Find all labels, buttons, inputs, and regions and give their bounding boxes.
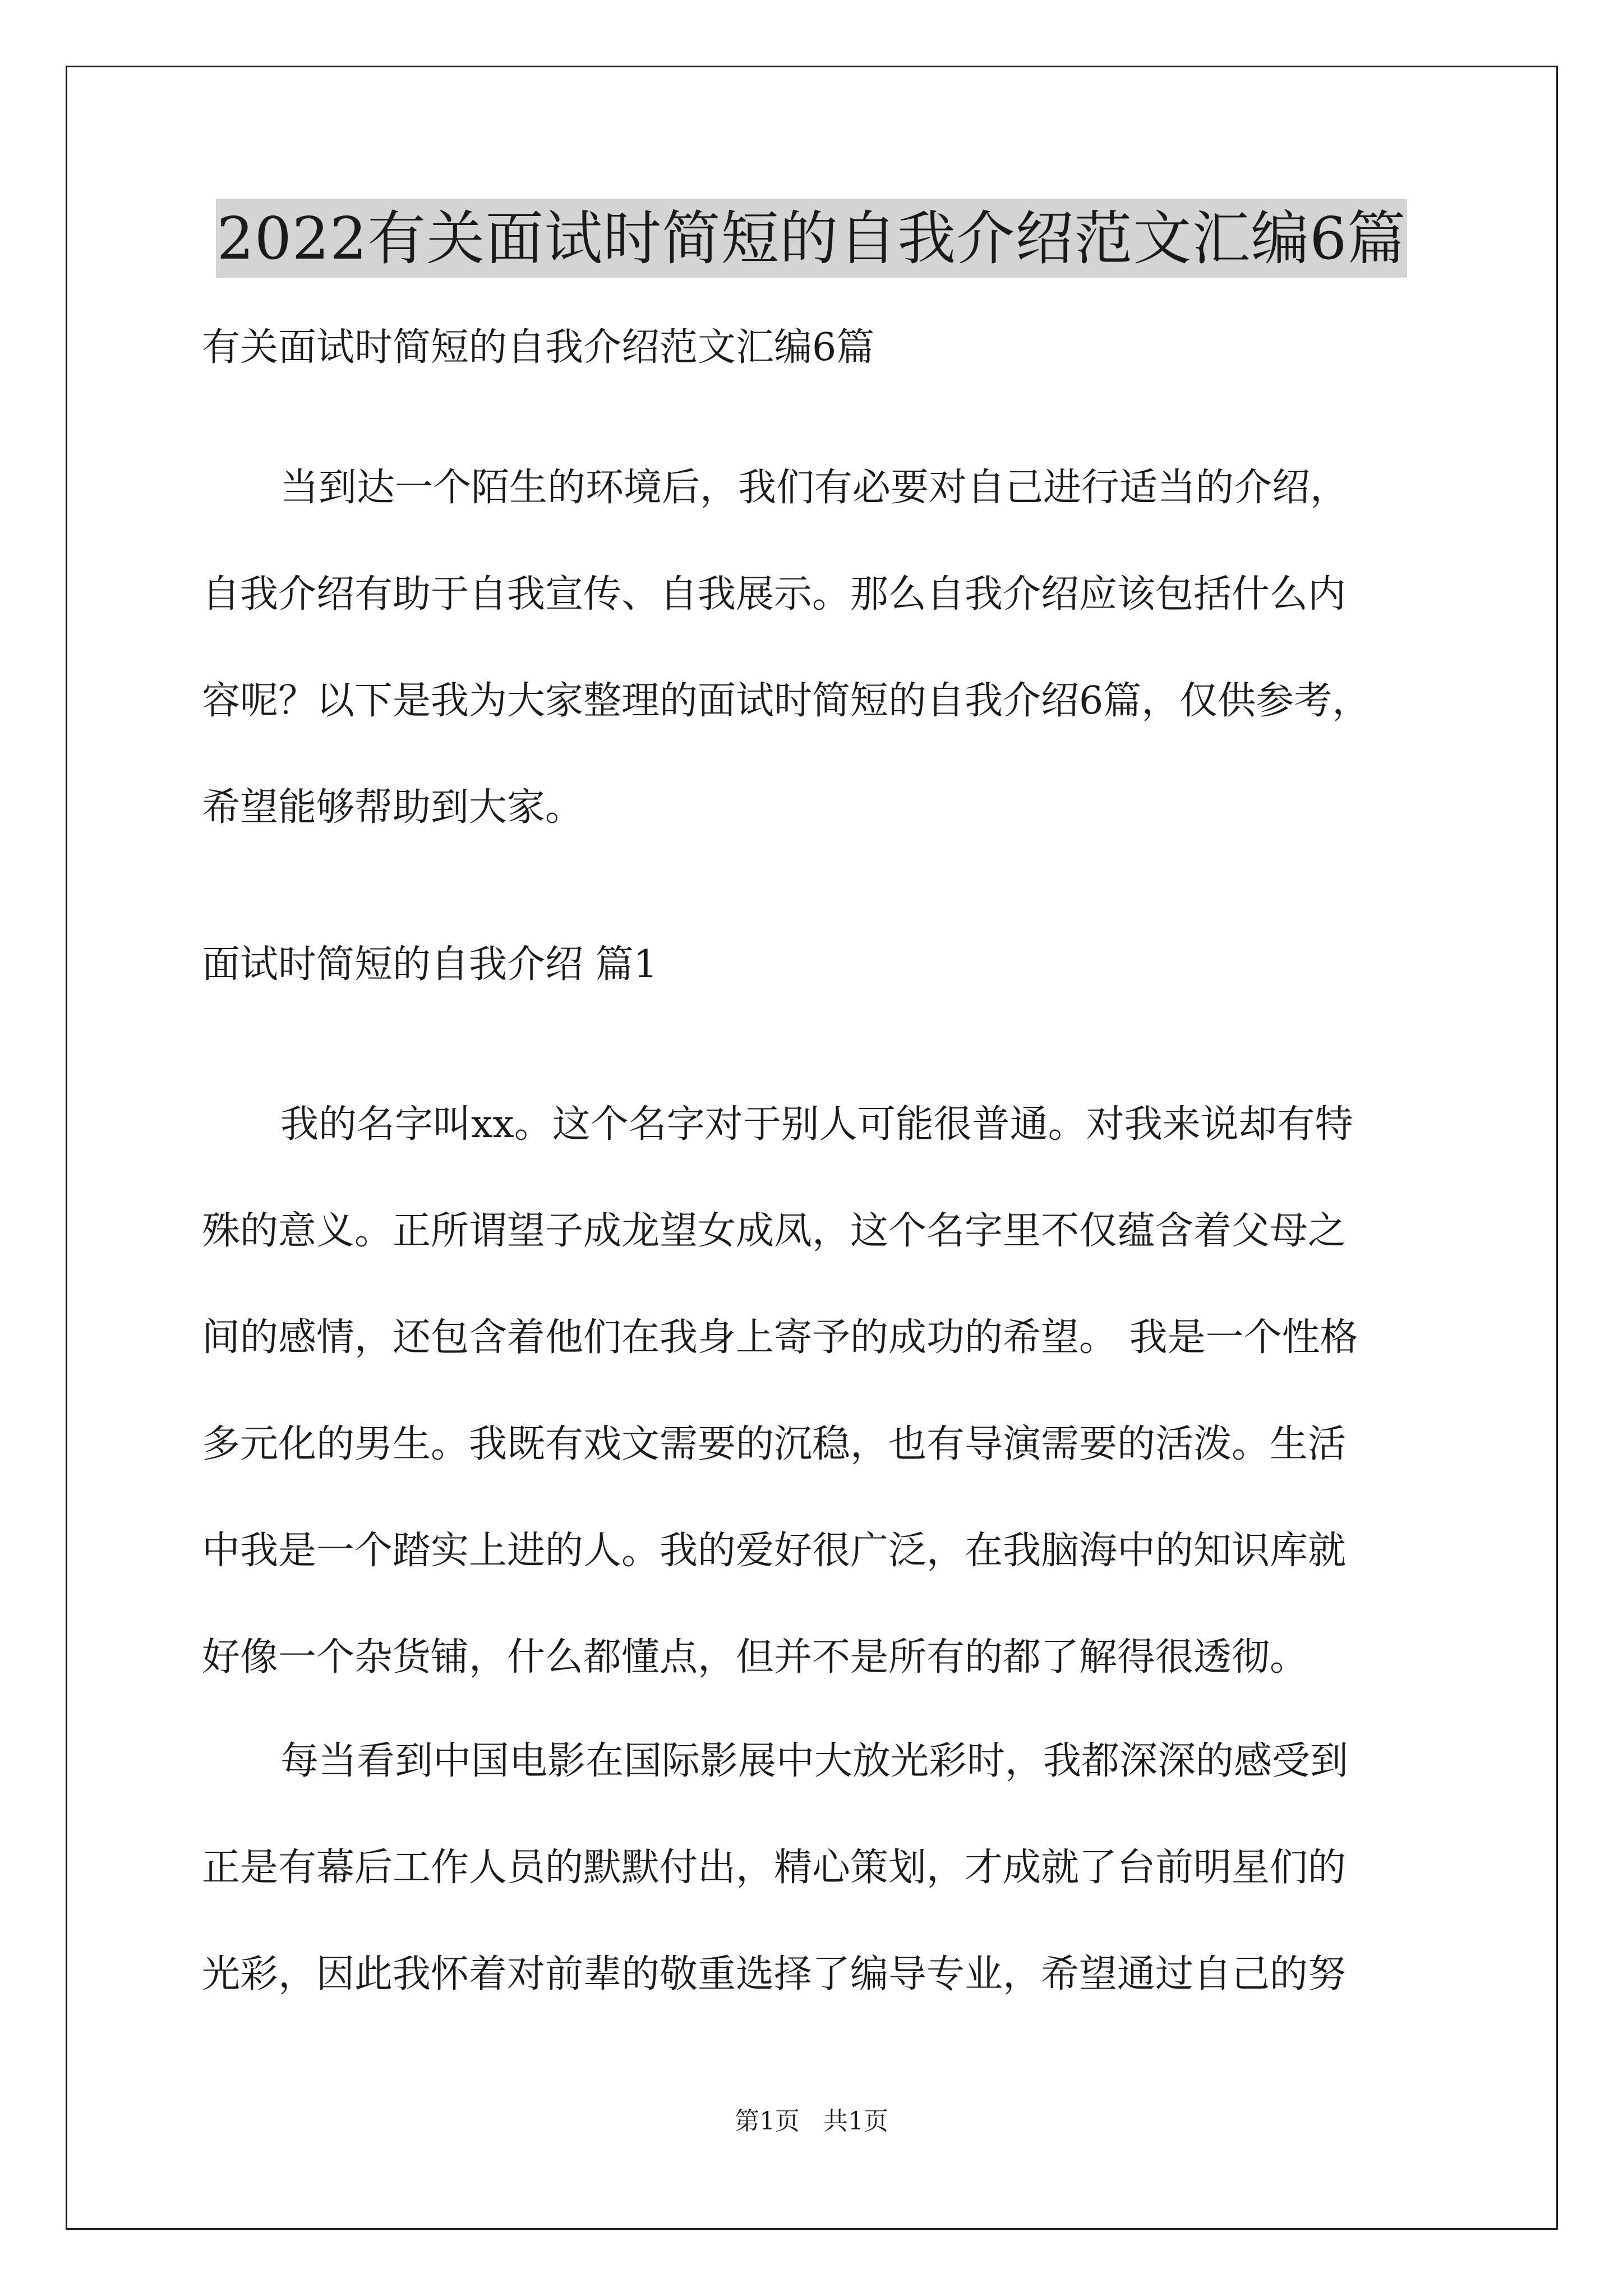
paragraph-line: 殊的意义。正所谓望子成龙望女成凤，这个名字里不仅蕴含着父母之	[202, 1209, 1347, 1253]
paragraph-line: 多元化的男生。我既有戏文需要的沉稳，也有导演需要的活泼。生活	[202, 1422, 1347, 1466]
paragraph-2	[202, 1708, 1458, 2028]
document-title: 2022有关面试时简短的自我介绍范文汇编6篇	[216, 199, 1408, 278]
paragraph-line: 正是有幕后工作人员的默默付出，精心策划，才成就了台前明星们的	[202, 1846, 1347, 1890]
paragraph-line: 我的名字叫xx。这个名字对于别人可能很普通。对我来说却有特	[280, 1102, 1353, 1147]
paragraph-line: 中我是一个踏实上进的人。我的爱好很广泛，在我脑海中的知识库就	[202, 1529, 1347, 1573]
intro-line: 容呢？以下是我为大家整理的面试时简短的自我介绍6篇，仅供参考，	[202, 679, 1371, 723]
intro-paragraph	[202, 435, 1458, 861]
paragraph-1	[202, 1071, 1458, 1711]
intro-line: 自我介绍有助于自我宣传、自我展示。那么自我介绍应该包括什么内	[202, 572, 1347, 616]
paragraph-line: 光彩，因此我怀着对前辈的敬重选择了编导专业，希望通过自己的努	[202, 1952, 1347, 1996]
page-footer: 第1页 共1页	[735, 2107, 888, 2136]
paragraph-line: 每当看到中国电影在国际影展中大放光彩时，我都深深的感受到	[280, 1739, 1349, 1783]
intro-line: 当到达一个陌生的环境后，我们有必要对自己进行适当的介绍，	[280, 466, 1349, 510]
section-heading: 面试时简短的自我介绍 篇1	[202, 942, 658, 987]
document-subtitle: 有关面试时简短的自我介绍范文汇编6篇	[202, 325, 875, 370]
title-container	[0, 199, 1623, 278]
intro-line: 希望能够帮助到大家。	[202, 785, 584, 830]
paragraph-line: 间的感情，还包含着他们在我身上寄予的成功的希望。 我是一个性格	[202, 1315, 1358, 1360]
paragraph-line: 好像一个杂货铺，什么都懂点，但并不是所有的都了解得很透彻。	[202, 1635, 1308, 1680]
